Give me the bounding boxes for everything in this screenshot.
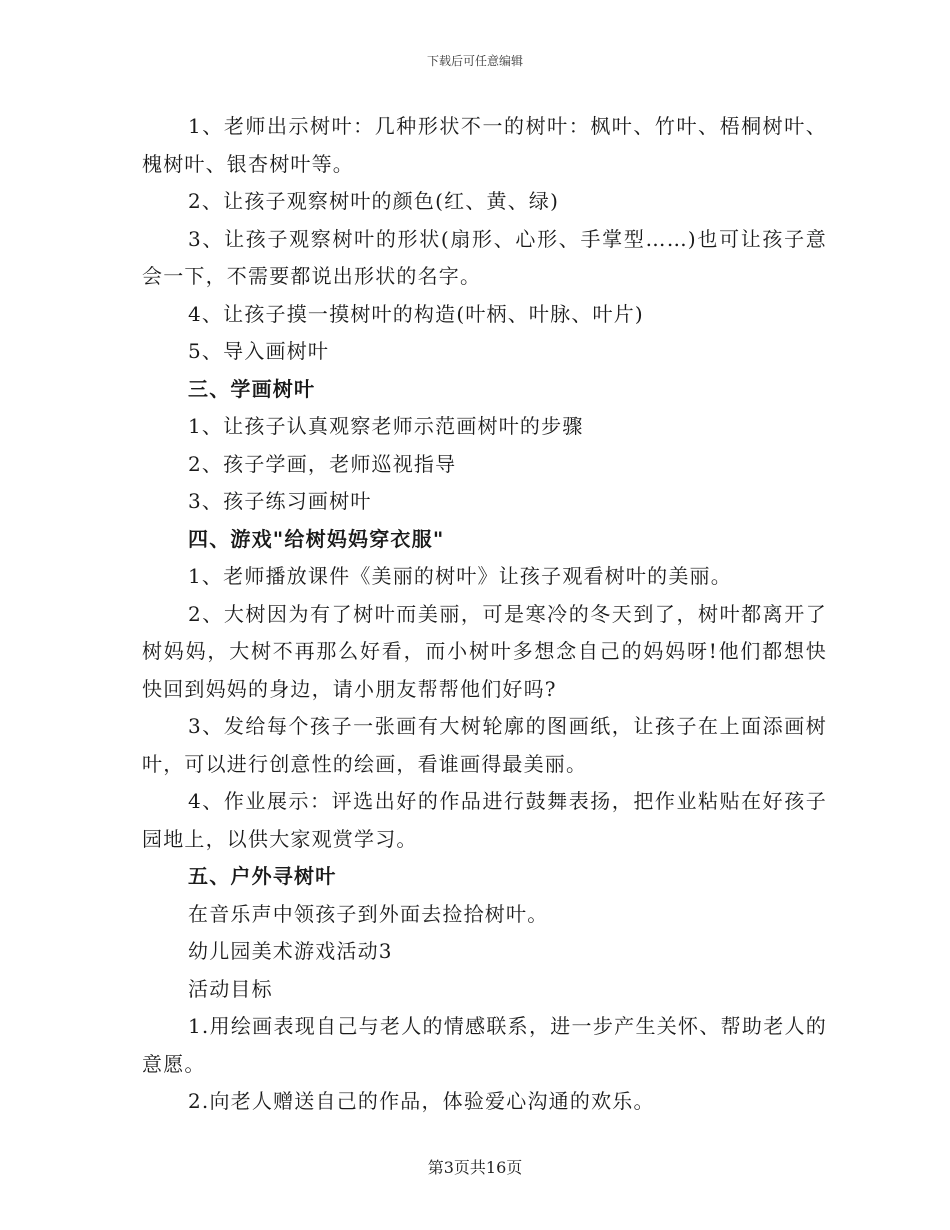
section-heading: 四、游戏"给树妈妈穿衣服" [188, 526, 445, 551]
paragraph: 2、孩子学画，老师巡视指导 [188, 451, 457, 476]
paragraph: 1、老师播放课件《美丽的树叶》让孩子观看树叶的美丽。 [188, 564, 732, 588]
activity-title: 幼儿园美术游戏活动3 [188, 939, 393, 963]
paragraph: 2、大树因为有了树叶而美丽，可是寒冷的冬天到了，树叶都离开了树妈妈，大树不再那么好看，而小树叶多想念自己的妈妈呀!他们都想快快回到妈妈的身边，请小朋友帮帮他们好吗? [142, 601, 827, 701]
paragraph: 2、让孩子观察树叶的颜色(红、黄、绿) [188, 189, 560, 213]
section-heading: 五、户外寻树叶 [188, 864, 337, 888]
section-heading: 三、学画树叶 [188, 376, 316, 401]
page-header: 下载后可任意编辑 [426, 54, 523, 68]
paragraph: 3、让孩子观察树叶的形状(扇形、心形、手掌型……)也可让孩子意会一下，不需要都说出形状的名字。 [142, 226, 827, 288]
paragraph: 1、让孩子认真观察老师示范画树叶的步骤 [188, 414, 584, 438]
document-body [142, 108, 827, 1121]
paragraph: 4、让孩子摸一摸树叶的构造(叶柄、叶脉、叶片) [188, 301, 644, 326]
paragraph: 1、老师出示树叶：几种形状不一的树叶：枫叶、竹叶、梧桐树叶、槐树叶、银杏树叶等。 [142, 114, 827, 176]
paragraph: 2.向老人赠送自己的作品，体验爱心沟通的欢乐。 [188, 1089, 655, 1113]
page-footer: 第3页共16页 [427, 1158, 523, 1177]
paragraph: 1.用绘画表现自己与老人的情感联系，进一步产生关怀、帮助老人的意愿。 [142, 1014, 827, 1076]
paragraph: 3、孩子练习画树叶 [188, 489, 372, 513]
paragraph: 4、作业展示：评选出好的作品进行鼓舞表扬，把作业粘贴在好孩子园地上，以供大家观赏学习。 [142, 789, 827, 851]
paragraph: 在音乐声中领孩子到外面去捡拾树叶。 [188, 901, 549, 926]
paragraph: 3、发给每个孩子一张画有大树轮廓的图画纸，让孩子在上面添画树叶，可以进行创意性的绘画，看谁画得最美丽。 [142, 714, 827, 776]
paragraph: 5、导入画树叶 [188, 339, 330, 363]
subheading: 活动目标 [188, 976, 273, 1001]
